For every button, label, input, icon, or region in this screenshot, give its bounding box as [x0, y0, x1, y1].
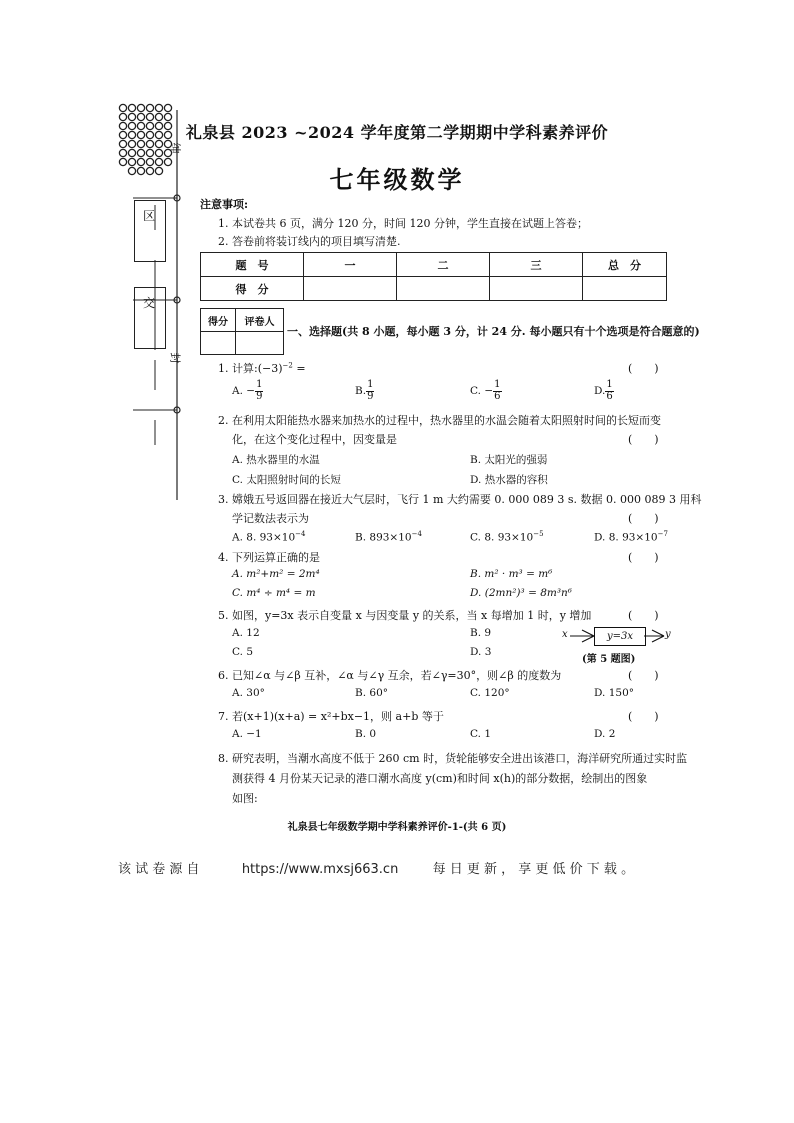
question-2-stem-line2: 化，在这个变化过程中，因变量是	[232, 433, 397, 446]
score-header-cell: 总 分	[583, 253, 667, 277]
q5-function-box: y=3x	[594, 627, 646, 646]
question-8-stem-line1: 8. 研究表明，当潮水高度不低于 260 cm 时，货轮能够安全进出该港口，海洋研究所通过实时监	[218, 752, 688, 765]
score-header-cell: 三	[490, 253, 583, 277]
q3-option-d: D. 8. $93\times 10^{-7}$	[594, 530, 668, 544]
q3-option-a: A. 8. $93\times 10^{-4}$	[232, 530, 306, 544]
section-title: 一、选择题(共 8 小题，每小题 3 分，计 24 分. 每小题只有十个选项是符合题意的)	[287, 325, 700, 338]
q7-option-b: B. 0	[355, 728, 377, 740]
question-6-stem: 6. 已知∠α 与∠β 互补，∠α 与∠γ 互余，若∠γ=30°，则∠β 的度数为	[218, 669, 562, 682]
question-1-stem: 1. 计算$:(-3)^{-2}$ =	[218, 361, 306, 375]
page-footer: 礼泉县七年级数学期中学科素养评价-1-(共 6 页)	[287, 822, 507, 833]
grader-name-label: 评卷人	[236, 309, 284, 332]
q5-figure-caption: (第 5 题图)	[582, 654, 636, 665]
q6-option-d: D. 150°	[594, 687, 635, 699]
question-2-stem-line1: 2. 在利用太阳能热水器来加热水的过程中，热水器里的水温会随着太阳照射时间的长短而变	[218, 414, 661, 427]
q6-option-a: A. 30°	[232, 687, 265, 699]
note-item: 1. 本试卷共 6 页，满分 120 分，时间 120 分钟，学生直接在试题上答卷；	[218, 217, 588, 230]
note-item: 2. 答卷前将装订线内的项目填写清楚.	[218, 235, 401, 248]
score-header-cell: 一	[304, 253, 397, 277]
seal-line-label-top: 绅	[168, 142, 182, 154]
q5-input-label: x	[562, 629, 568, 640]
q4-option-a: A. m²+m² = 2m⁴	[232, 568, 320, 580]
q7-option-c: C. 1	[470, 728, 492, 740]
question-3-stem-line2: 学记数法表示为	[232, 512, 309, 525]
answer-paren[interactable]: ( )	[628, 551, 659, 564]
q5-option-a: A. 12	[232, 627, 260, 639]
question-8-stem-line2: 测获得 4 月份某天记录的港口潮水高度 y(cm)和时间 x(h)的部分数据，绘制出的图象	[232, 772, 648, 785]
q2-option-a: A. 热水器里的水温	[232, 454, 320, 466]
source-watermark	[118, 858, 634, 877]
q4-option-d: D. (2mn²)³ = 8m³n⁶	[470, 587, 573, 599]
grader-table	[200, 308, 284, 355]
q7-option-d: D. 2	[594, 728, 616, 740]
answer-paren[interactable]: ( )	[628, 433, 659, 446]
q5-option-d: D. 3	[470, 646, 492, 658]
q3-option-b: B. $893\times 10^{-4}$	[355, 530, 422, 544]
watermark-text-a: 该 试 卷 源 自	[118, 862, 200, 877]
question-8-stem-line3: 如图:	[232, 792, 258, 805]
q6-option-c: C. 120°	[470, 687, 510, 699]
score-header-cell: 题 号	[201, 253, 304, 277]
score-cell[interactable]	[397, 277, 490, 301]
q2-option-c: C. 太阳照射时间的长短	[232, 474, 341, 486]
watermark-url-link[interactable]: https://www.mxsj663.cn	[241, 862, 399, 877]
q1-option-a: A. − $\frac{1}{9}$	[232, 379, 263, 402]
answer-paren[interactable]: ( )	[628, 669, 659, 682]
district-label: 区	[143, 209, 156, 223]
q7-option-a: A. −1	[232, 728, 262, 740]
q2-option-d: D. 热水器的容积	[470, 474, 548, 486]
question-7-stem: 7. 若(x+1)(x+a) = x²+bx−1，则 a+b 等于	[218, 710, 444, 723]
score-cell[interactable]	[490, 277, 583, 301]
score-row-label: 得 分	[201, 277, 304, 301]
q1-option-c: C. − $\frac{1}{6}$	[470, 379, 501, 402]
seal-line-label: 封	[168, 352, 182, 364]
answer-paren[interactable]: ( )	[628, 710, 659, 723]
q1-option-b: B. $\frac{1}{9}$	[355, 379, 374, 402]
grader-name-cell[interactable]	[236, 332, 284, 355]
answer-paren[interactable]: ( )	[628, 512, 659, 525]
score-table	[200, 252, 667, 301]
exam-title: 礼泉县 2023 ~2024 学年度第二学期期中学科素养评价	[185, 123, 609, 142]
answer-paren[interactable]: ( )	[628, 609, 659, 622]
q5-output-label: y	[665, 629, 671, 640]
q1-option-d: D. $\frac{1}{6}$	[594, 379, 613, 402]
question-5-stem: 5. 如图，y=3x 表示自变量 x 与因变量 y 的关系，当 x 每增加 1 时，y 增加	[218, 609, 592, 622]
watermark-text-b: 每 日 更 新 ， 享 更 低 价 下 载 。	[432, 862, 635, 877]
q5-option-b: B. 9	[470, 627, 492, 639]
q3-option-c: C. 8. $93\times 10^{-5}$	[470, 530, 544, 544]
school-label: 交	[143, 296, 156, 310]
q4-option-b: B. m² · m³ = m⁶	[470, 568, 553, 580]
q4-option-c: C. m⁴ ÷ m⁴ = m	[232, 587, 316, 599]
exam-subject: 七年级数学	[329, 165, 465, 194]
grader-score-label: 得分	[201, 309, 236, 332]
grader-score-cell[interactable]	[201, 332, 236, 355]
notes-heading: 注意事项:	[200, 198, 249, 211]
q5-option-c: C. 5	[232, 646, 254, 658]
q6-option-b: B. 60°	[355, 687, 389, 699]
question-3-stem-line1: 3. 嫦娥五号返回器在接近大气层时，飞行 1 m 大约需要 0. 000 089 3 s. 数据 0. 000 089 3 用科	[218, 493, 702, 506]
q2-option-b: B. 太阳光的强弱	[470, 454, 548, 466]
answer-paren[interactable]: ( )	[628, 362, 659, 375]
score-header-cell: 二	[397, 253, 490, 277]
question-4-stem: 4. 下列运算正确的是	[218, 551, 320, 564]
score-cell[interactable]	[583, 277, 667, 301]
score-cell[interactable]	[304, 277, 397, 301]
